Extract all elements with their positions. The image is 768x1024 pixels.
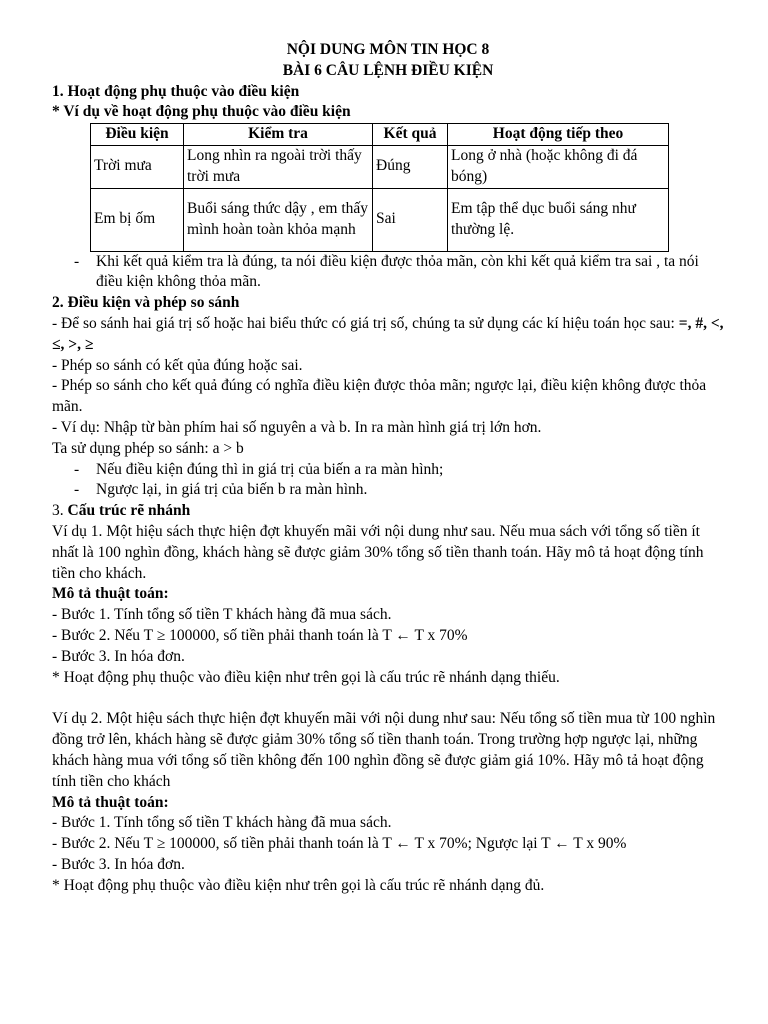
section2-heading: 2. Điều kiện và phép so sánh bbox=[52, 294, 240, 312]
section3-heading-text: Cấu trúc rẽ nhánh bbox=[67, 502, 191, 520]
algorithm-step: - Bước 2. Nếu T ≥ 100000, số tiền phải thanh toán là T ← T x 70% bbox=[52, 626, 468, 644]
table-row bbox=[91, 188, 669, 251]
paragraph-text: - Để so sánh hai giá trị số hoặc hai biểu thức có giá trị số, chúng ta sử dụng các kí hiệu toán học sau: bbox=[52, 314, 679, 332]
list-item: - Nếu điều kiện đúng thì in giá trị của biến a ra màn hình; bbox=[52, 460, 722, 481]
table-cell: Long ở nhà (hoặc không đi đá bóng) bbox=[448, 145, 669, 188]
table-header-cell: Điều kiện bbox=[91, 124, 184, 146]
spacer bbox=[52, 688, 768, 709]
section3-heading-number: 3. bbox=[52, 502, 68, 520]
algorithm-step: - Bước 1. Tính tổng số tiền T khách hàng đã mua sách. bbox=[52, 606, 392, 624]
table-header-cell: Kết quả bbox=[373, 124, 448, 146]
table-cell: Trời mưa bbox=[91, 145, 184, 188]
section2-bullet-list bbox=[52, 460, 768, 502]
algorithm-step: - Bước 3. In hóa đơn. bbox=[52, 647, 185, 665]
paragraph: - Phép so sánh cho kết quả đúng có nghĩa điều kiện được thỏa mãn; ngược lại, điều kiện không được thỏa mãn. bbox=[52, 377, 707, 416]
paragraph bbox=[52, 314, 724, 356]
list-item: - Khi kết quả kiểm tra là đúng, ta nói điều kiện được thỏa mãn, còn khi kết quả kiểm tra sai , ta nói điều kiện không thỏa mãn. bbox=[52, 252, 722, 294]
condition-table bbox=[90, 123, 669, 251]
section3-heading bbox=[52, 501, 724, 522]
table-row bbox=[91, 145, 669, 188]
table-header-cell: Hoạt động tiếp theo bbox=[448, 124, 669, 146]
table-cell: Đúng bbox=[373, 145, 448, 188]
table-header-row bbox=[91, 124, 669, 146]
algorithm-label: Mô tả thuật toán: bbox=[52, 585, 169, 603]
algorithm-step: - Bước 1. Tính tổng số tiền T khách hàng đã mua sách. bbox=[52, 814, 392, 832]
table-header-cell: Kiểm tra bbox=[184, 124, 373, 146]
example2-note: * Hoạt động phụ thuộc vào điều kiện như trên gọi là cấu trúc rẽ nhánh dạng đủ. bbox=[52, 876, 545, 894]
example2-text: Ví dụ 2. Một hiệu sách thực hiện đợt khuyến mãi với nội dung như sau: Nếu tổng số tiền mua từ 100 nghìn đồng trở lên, khách hàng sẽ được giảm 30% tổng số tiền thanh toán. Trong trường hợp ngược lại, những khách hàng mua với tổng số tiền không đến 100 nghìn đồng sẽ được giảm giá 10%. Hãy mô tả hoạt động tính tiền cho khách bbox=[52, 710, 716, 790]
paragraph: - Ví dụ: Nhập từ bàn phím hai số nguyên a và b. In ra màn hình giá trị lớn hơn. bbox=[52, 418, 542, 436]
paragraph: Ta sử dụng phép so sánh: a > b bbox=[52, 439, 244, 457]
section1-heading: 1. Hoạt động phụ thuộc vào điều kiện bbox=[52, 82, 300, 100]
algorithm-step: - Bước 2. Nếu T ≥ 100000, số tiền phải thanh toán là T ← T x 70%; Ngược lại T ← T x 90% bbox=[52, 835, 627, 853]
section1-subheading: * Ví dụ về hoạt động phụ thuộc vào điều kiện bbox=[52, 103, 351, 121]
algorithm-step: - Bước 3. In hóa đơn. bbox=[52, 855, 185, 873]
lesson-title: BÀI 6 CÂU LỆNH ĐIỀU KIỆN bbox=[282, 61, 494, 79]
comparison-symbols: =, #, <, ≤, >, ≥ bbox=[52, 314, 724, 353]
paragraph: - Phép so sánh có kết qủa đúng hoặc sai. bbox=[52, 356, 303, 374]
table-cell: Em tập thể dục buổi sáng như thường lệ. bbox=[448, 188, 669, 251]
example1-note: * Hoạt động phụ thuộc vào điều kiện như trên gọi là cấu trúc rẽ nhánh dạng thiếu. bbox=[52, 668, 560, 686]
table-cell: Sai bbox=[373, 188, 448, 251]
table-cell: Buổi sáng thức dậy , em thấy mình hoàn toàn khỏa mạnh bbox=[184, 188, 373, 251]
list-item: - Ngược lại, in giá trị của biến b ra màn hình. bbox=[52, 480, 722, 501]
algorithm-label: Mô tả thuật toán: bbox=[52, 793, 169, 811]
section1-note-list bbox=[52, 252, 768, 294]
table-cell: Em bị ốm bbox=[91, 188, 184, 251]
document-title: NỘI DUNG MÔN TIN HỌC 8 bbox=[286, 41, 490, 58]
table-cell: Long nhìn ra ngoài trời thấy trời mưa bbox=[184, 145, 373, 188]
example1-text: Ví dụ 1. Một hiệu sách thực hiện đợt khuyến mãi với nội dung như sau. Nếu mua sách với tổng số tiền ít nhất là 100 nghìn đồng, khách hàng sẽ được giảm 30% tổng số tiền thanh toán. Hãy mô tả hoạt động tính tiền cho khách. bbox=[52, 522, 704, 582]
